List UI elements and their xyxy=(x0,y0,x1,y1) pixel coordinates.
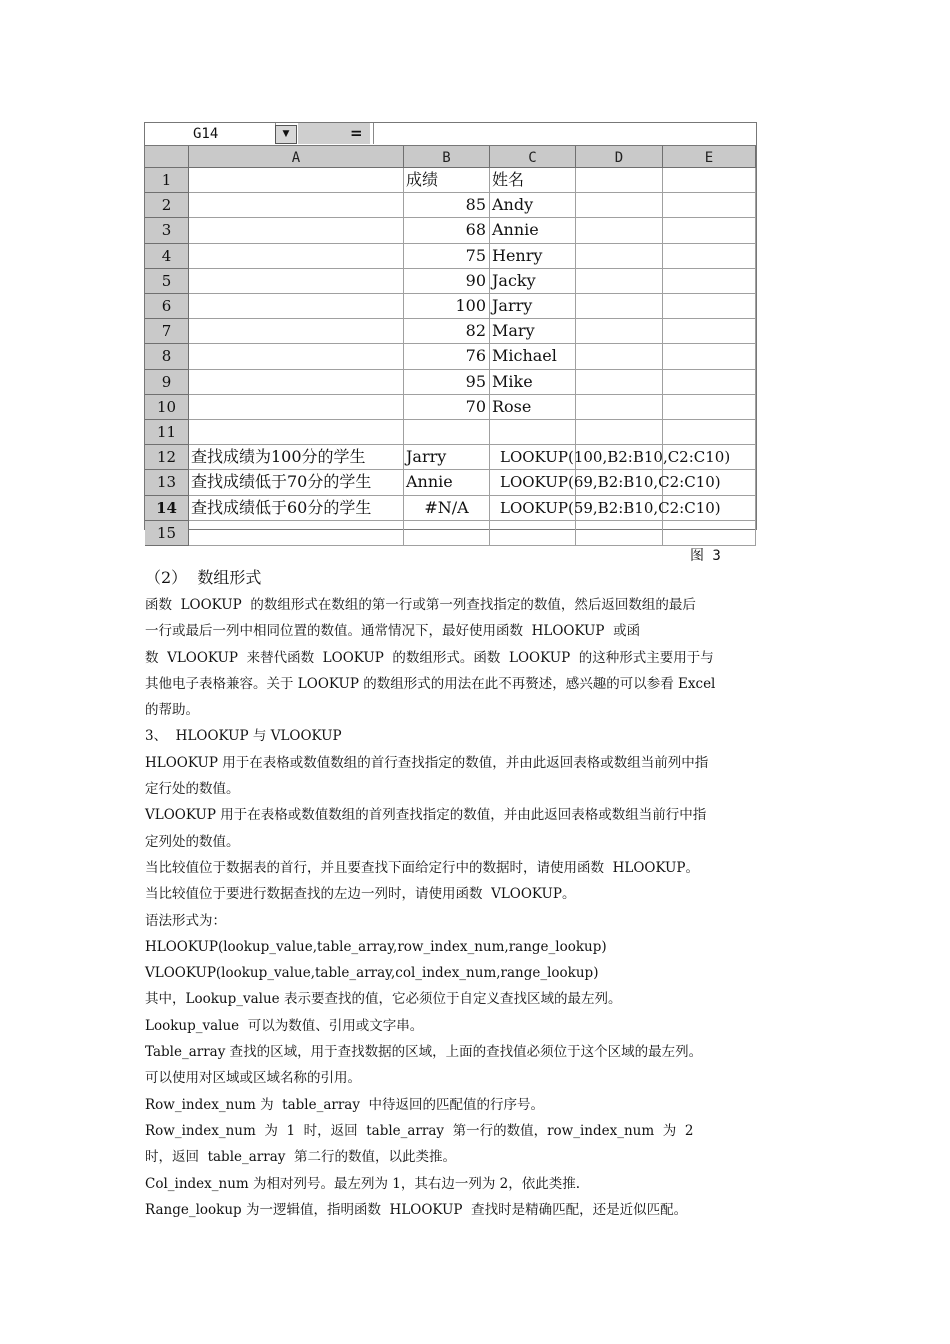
text-line: 当比较值位于要进行数据查找的左边一列时，请使用函数 VLOOKUP。 xyxy=(145,886,576,903)
table-cell[interactable] xyxy=(189,521,404,546)
spreadsheet-screenshot xyxy=(144,122,757,542)
row-header[interactable]: 6 xyxy=(145,294,189,319)
score-cell[interactable]: 95 xyxy=(404,370,490,395)
header-cell-name[interactable]: 姓名 xyxy=(490,168,576,193)
table-cell[interactable] xyxy=(663,193,756,218)
section-title: （2） 数组形式 xyxy=(145,568,262,587)
row-header[interactable]: 7 xyxy=(145,319,189,344)
table-cell[interactable] xyxy=(189,218,404,243)
text-line: VLOOKUP 用于在表格或数值数组的首列查找指定的数值，并由此返回表格或数组当前行中指 xyxy=(145,807,707,824)
row-header[interactable]: 10 xyxy=(145,395,189,420)
text-line: Col_index_num 为相对列号。最左列为 1，其右边一列为 2，依此类推. xyxy=(145,1175,581,1192)
lookup-description-cell[interactable]: 查找成绩低于70分的学生 xyxy=(189,470,404,495)
table-cell[interactable] xyxy=(189,420,404,445)
table-cell[interactable] xyxy=(490,420,576,445)
text-line: Row_index_num 为 table_array 中待返回的匹配值的行序号。 xyxy=(145,1096,545,1113)
text-line: 其他电子表格兼容。关于 LOOKUP 的数组形式的用法在此不再赘述，感兴趣的可以参看 Excel xyxy=(145,675,716,692)
table-cell[interactable] xyxy=(576,420,663,445)
row-header[interactable]: 4 xyxy=(145,244,189,269)
text-line: 3、 HLOOKUP 与 VLOOKUP xyxy=(145,728,342,745)
name-cell[interactable]: Andy xyxy=(490,193,576,218)
table-cell[interactable] xyxy=(189,319,404,344)
text-line: Range_lookup 为一逻辑值，指明函数 HLOOKUP 查找时是精确匹配，还是近似匹配。 xyxy=(145,1201,688,1218)
column-header[interactable]: C xyxy=(490,146,576,168)
score-cell[interactable]: 76 xyxy=(404,344,490,369)
text-line: Row_index_num 为 1 时，返回 table_array 第一行的数值，row_index_num 为 2 xyxy=(145,1122,694,1139)
table-cell[interactable] xyxy=(576,269,663,294)
score-cell[interactable]: 82 xyxy=(404,319,490,344)
formula-bar xyxy=(145,123,756,146)
table-cell[interactable] xyxy=(663,218,756,243)
table-cell[interactable] xyxy=(576,193,663,218)
table-cell[interactable] xyxy=(576,521,663,546)
row-header[interactable]: 14 xyxy=(145,496,189,521)
table-cell[interactable] xyxy=(189,294,404,319)
body-text xyxy=(145,592,813,1223)
table-cell[interactable] xyxy=(663,521,756,546)
name-box-dropdown-icon[interactable]: ▼ xyxy=(275,125,297,144)
table-cell[interactable] xyxy=(663,168,756,193)
lookup-result-cell[interactable]: Jarry xyxy=(404,445,490,470)
lookup-result-cell[interactable]: #N/A xyxy=(404,496,490,521)
name-cell[interactable]: Jacky xyxy=(490,269,576,294)
lookup-result-cell[interactable]: Annie xyxy=(404,470,490,495)
table-cell[interactable] xyxy=(404,420,490,445)
score-cell[interactable]: 68 xyxy=(404,218,490,243)
table-cell[interactable] xyxy=(576,218,663,243)
column-header[interactable]: B xyxy=(404,146,490,168)
table-cell[interactable] xyxy=(576,395,663,420)
name-cell[interactable]: Henry xyxy=(490,244,576,269)
row-header[interactable]: 13 xyxy=(145,470,189,495)
table-cell[interactable] xyxy=(576,370,663,395)
name-box[interactable] xyxy=(145,123,276,144)
row-header[interactable]: 15 xyxy=(145,521,189,546)
table-cell[interactable] xyxy=(663,420,756,445)
table-cell[interactable] xyxy=(576,294,663,319)
table-cell[interactable] xyxy=(404,521,490,546)
table-cell[interactable] xyxy=(189,168,404,193)
text-line: 当比较值位于数据表的首行，并且要查找下面给定行中的数据时，请使用函数 HLOOKUP。 xyxy=(145,859,700,876)
text-line: 的帮助。 xyxy=(145,702,199,719)
name-box-value: G14 xyxy=(193,126,219,142)
text-line: 其中，Lookup_value 表示要查找的值，它必须位于自定义查找区域的最左列。 xyxy=(145,991,622,1008)
column-header[interactable]: A xyxy=(189,146,404,168)
name-cell[interactable]: Mary xyxy=(490,319,576,344)
table-cell[interactable] xyxy=(576,244,663,269)
lookup-formula-cell[interactable]: LOOKUP(59,B2:B10,C2:C10) xyxy=(490,496,576,521)
column-header[interactable]: E xyxy=(663,146,756,168)
table-cell[interactable] xyxy=(663,244,756,269)
text-line: HLOOKUP 用于在表格或数值数组的首行查找指定的数值，并由此返回表格或数组当前列中指 xyxy=(145,754,709,771)
table-cell[interactable] xyxy=(663,395,756,420)
lookup-description-cell[interactable]: 查找成绩为100分的学生 xyxy=(189,445,404,470)
text-line: 时，返回 table_array 第二行的数值，以此类推。 xyxy=(145,1149,456,1166)
score-cell[interactable]: 85 xyxy=(404,193,490,218)
formula-input[interactable] xyxy=(373,123,756,144)
row-header[interactable]: 9 xyxy=(145,370,189,395)
select-all-corner[interactable] xyxy=(145,146,189,168)
name-cell[interactable]: Rose xyxy=(490,395,576,420)
row-header[interactable]: 1 xyxy=(145,168,189,193)
name-cell[interactable]: Mike xyxy=(490,370,576,395)
text-line: VLOOKUP(lookup_value,table_array,col_index_num,range_lookup) xyxy=(145,965,599,982)
header-cell-score[interactable]: 成绩 xyxy=(404,168,490,193)
table-cell[interactable] xyxy=(663,344,756,369)
lookup-description-cell[interactable]: 查找成绩低于60分的学生 xyxy=(189,496,404,521)
row-header[interactable]: 11 xyxy=(145,420,189,445)
text-line: Table_array 查找的区域，用于查找数据的区域，上面的查找值必须位于这个区域的最左列。 xyxy=(145,1044,703,1061)
table-cell[interactable] xyxy=(576,168,663,193)
table-cell[interactable] xyxy=(576,319,663,344)
name-cell[interactable]: Jarry xyxy=(490,294,576,319)
lookup-formula-cell[interactable]: LOOKUP(69,B2:B10,C2:C10) xyxy=(490,470,576,495)
table-cell[interactable] xyxy=(189,370,404,395)
text-line: HLOOKUP(lookup_value,table_array,row_index_num,range_lookup) xyxy=(145,938,607,955)
column-header[interactable]: D xyxy=(576,146,663,168)
text-line: 一行或最后一列中相同位置的数值。通常情况下，最好使用函数 HLOOKUP 或函 xyxy=(145,623,641,640)
table-cell[interactable] xyxy=(576,344,663,369)
name-cell[interactable]: Annie xyxy=(490,218,576,243)
text-line: Lookup_value 可以为数值、引用或文字串。 xyxy=(145,1017,424,1034)
table-cell[interactable] xyxy=(663,269,756,294)
table-cell[interactable] xyxy=(663,294,756,319)
row-header[interactable]: 3 xyxy=(145,218,189,243)
table-cell[interactable] xyxy=(189,344,404,369)
score-cell[interactable]: 90 xyxy=(404,269,490,294)
text-line: 定行处的数值。 xyxy=(145,781,240,798)
table-cell[interactable] xyxy=(490,521,576,546)
text-line: 数 VLOOKUP 来替代函数 LOOKUP 的数组形式。函数 LOOKUP 的这种形式主要用于与 xyxy=(145,649,714,666)
table-cell[interactable] xyxy=(189,244,404,269)
name-cell[interactable]: Michael xyxy=(490,344,576,369)
text-line: 语法形式为： xyxy=(145,912,226,929)
equals-button[interactable]: = xyxy=(350,124,363,142)
figure-caption: 图 3 xyxy=(690,548,721,564)
score-cell[interactable]: 70 xyxy=(404,395,490,420)
text-line: 函数 LOOKUP 的数组形式在数组的第一行或第一列查找指定的数值，然后返回数组的最后 xyxy=(145,597,696,613)
text-line: 定列处的数值。 xyxy=(145,833,240,850)
table-cell[interactable] xyxy=(189,193,404,218)
text-line: 可以使用对区域或区域名称的引用。 xyxy=(145,1070,361,1087)
cell-grid xyxy=(145,146,756,542)
table-cell[interactable] xyxy=(189,269,404,294)
row-header[interactable]: 2 xyxy=(145,193,189,218)
score-cell[interactable]: 75 xyxy=(404,244,490,269)
row-header[interactable]: 5 xyxy=(145,269,189,294)
table-cell[interactable] xyxy=(663,370,756,395)
lookup-formula-cell[interactable]: LOOKUP(100,B2:B10,C2:C10) xyxy=(490,445,576,470)
row-header[interactable]: 8 xyxy=(145,344,189,369)
score-cell[interactable]: 100 xyxy=(404,294,490,319)
row-header[interactable]: 12 xyxy=(145,445,189,470)
table-cell[interactable] xyxy=(189,395,404,420)
table-cell[interactable] xyxy=(663,319,756,344)
